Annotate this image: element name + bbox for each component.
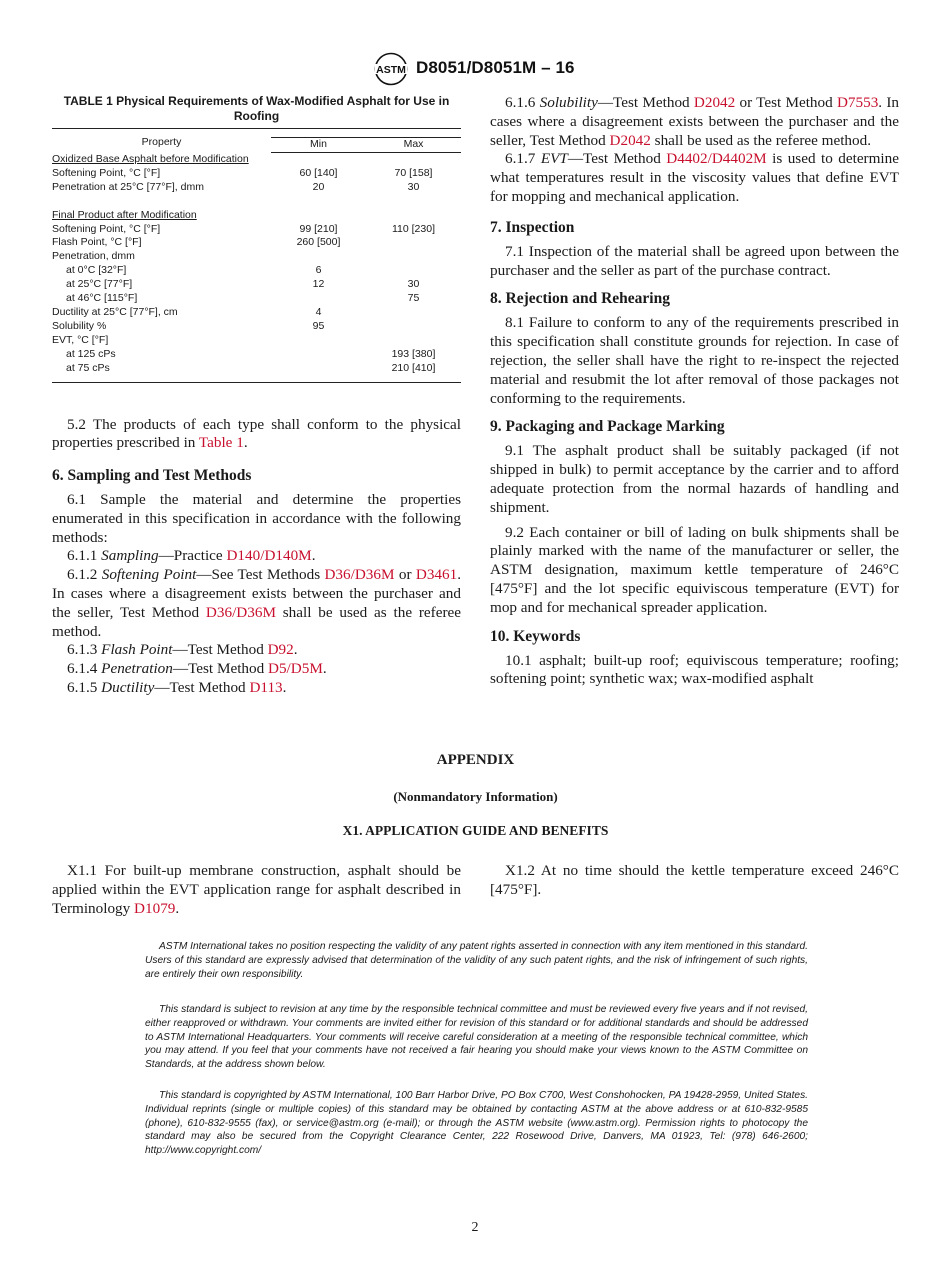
table-cell-property: Flash Point, °C [°F] <box>52 236 142 249</box>
paragraph-x1-2: X1.2 At no time should the kettle temperature exceed 246°C [475°F]. <box>490 862 899 898</box>
table-cell-max: 110 [230] <box>391 222 435 235</box>
paragraph-6-1-5: 6.1.5 Ductility—Test Method D113. <box>67 679 287 697</box>
page-number: 2 <box>471 1220 479 1235</box>
appendix-subtitle: (Nonmandatory Information) <box>393 789 558 804</box>
table-row <box>52 223 461 237</box>
table-cell-min: 95 <box>312 319 325 332</box>
table-cell-property: Penetration, dmm <box>52 250 135 263</box>
table-cell-max <box>366 264 461 278</box>
copyright-notice: This standard is copyrighted by ASTM International, 100 Barr Harbor Drive, PO Box C700, West Conshohocken, PA 19428-2959, United States. Individual reprints (single or multiple copies) of this standard may be obtained by contacting ASTM at the above address or at 610-832-9585 (phone), 610-832-9555 (fax), or service@astm.org (e-mail); or through the ASTM website (www.astm.org). Permission rights to photocopy the standard may also be secured from the Copyright Clearance Center, 222 Rosewood Drive, Danvers, MA 01923, Tel: (978) 646-2600; http://www.copyright.com/ <box>145 1090 808 1157</box>
table-cell-property: at 25°C [77°F] <box>66 278 133 291</box>
d36-link[interactable]: D36/D36M <box>324 566 395 584</box>
revision-notice: This standard is subject to revision at any time by the responsible technical committee and must be reviewed every five years and if not revised, either reapproved or withdrawn. Your comments are invited either for revision of this standard or for additional standards and should be addressed to ASTM International Headquarters. Your comments will receive careful consideration at a meeting of the responsible technical committee, which you may attend. If you feel that your comments have not received a fair hearing you should make your views known to the ASTM Committee on Standards, at the address shown below. <box>145 1004 808 1071</box>
d2042-link[interactable]: D2042 <box>693 94 736 111</box>
requirements-table <box>52 128 461 383</box>
d92-link[interactable]: D92 <box>267 641 294 659</box>
paragraph-6-1-4: 6.1.4 Penetration—Test Method D5/D5M. <box>67 660 327 678</box>
d1079-link[interactable]: D1079 <box>134 899 176 917</box>
table-cell-max: 193 [380] <box>391 347 436 360</box>
paragraph-6-1-3: 6.1.3 Flash Point—Test Method D92. <box>67 641 298 659</box>
page-header <box>0 52 950 86</box>
paragraph-6-1-6: 6.1.6 Solubility—Test Method D2042 or Test Method D7553. In cases where a disagreement exists between the purchaser and the seller, Test Method D2042 shall be used as the referee method. <box>490 94 899 149</box>
table-cell-max: 210 [410] <box>391 361 436 374</box>
table-body-final <box>52 223 461 382</box>
table-title: TABLE 1 Physical Requirements of Wax-Modified Asphalt for Use in Roofing <box>63 94 450 123</box>
paragraph-9-2: 9.2 Each container or bill of lading on bulk shipments shall be plainly marked with the name of the manufacturer or seller, the ASTM designation, maximum kettle temperature of 246°C [475°F] and the lot specific equiviscous temperature (EVT) for mop and for mechanical spreader application. <box>490 523 899 616</box>
d3461-link[interactable]: D3461 <box>415 566 458 584</box>
section-heading-9: 9. Packaging and Package Marking <box>490 418 725 436</box>
section-5-2 <box>52 416 461 454</box>
table-row <box>52 362 461 382</box>
table-cell-max <box>366 320 461 334</box>
table-cell-min <box>271 334 366 348</box>
col-header-max: Max <box>366 138 461 153</box>
paragraph-6-1: 6.1 Sample the material and determine the properties enumerated in this specification in accordance with the following methods: <box>52 491 461 546</box>
table-cell-property: at 125 cPs <box>66 347 116 360</box>
table-cell-min: 99 [210] <box>299 222 338 235</box>
patent-notice: ASTM International takes no position respecting the validity of any patent rights asserted in connection with any item mentioned in this standard. Users of this standard are expressly advised that determination of the validity of any such patent rights, and the risk of infringement of such rights, are entirely their own responsibility. <box>145 941 808 980</box>
table-cell-max: 75 <box>407 292 420 305</box>
table-row <box>52 236 461 250</box>
table-cell-property: Softening Point, °C [°F] <box>52 222 161 235</box>
table-cell-max <box>366 236 461 250</box>
d4402-link[interactable]: D4402/D4402M <box>666 150 767 168</box>
table-cell-min: 20 <box>312 180 325 193</box>
paragraph-8-1: 8.1 Failure to conform to any of the requirements prescribed in this specification shall constitute grounds for rejection. In case of rejection, the seller shall have the right to re-inspect the rejected material and resubmit the lot after removal of those packages not conforming to the requirements. <box>490 314 899 407</box>
right-column <box>490 94 899 689</box>
table-cell-min: 60 [140] <box>299 166 338 179</box>
table-cell-max <box>366 306 461 320</box>
table-row <box>52 181 461 195</box>
table-cell-property: Solubility % <box>52 319 107 332</box>
appendix-heading: X1. APPLICATION GUIDE AND BENEFITS <box>342 823 609 838</box>
table-section-row <box>52 209 461 223</box>
table-section-label: Final Product after Modification <box>52 208 197 221</box>
table-row <box>52 278 461 292</box>
section-heading-6: 6. Sampling and Test Methods <box>52 467 252 485</box>
paragraph-6-1-7: 6.1.7 EVT—Test Method D4402/D4402M is used to determine what temperatures result in the viscosity values that define EVT for mopping and mechanical application. <box>490 150 899 205</box>
section-heading-7: 7. Inspection <box>490 218 575 236</box>
appendix-title: APPENDIX <box>436 752 515 768</box>
table-cell-max <box>366 334 461 348</box>
table-header-row <box>52 129 461 138</box>
table-cell-min: 4 <box>315 305 322 318</box>
table-cell-max: 30 <box>407 180 420 193</box>
table-cell-property: at 0°C [32°F] <box>66 264 127 277</box>
table-body-oxidized <box>52 167 461 195</box>
table-row <box>52 167 461 181</box>
paragraph-6-1-1: 6.1.1 Sampling—Practice D140/D140M. <box>67 547 316 565</box>
table-cell-property: Ductility at 25°C [77°F], cm <box>52 305 178 318</box>
paragraph-6-1-2: 6.1.2 Softening Point—See Test Methods D36/D36M or D3461. In cases where a disagreement exists between the purchaser and the seller, Test Method D36/D36M shall be used as the referee method. <box>52 566 461 640</box>
svg-text:ASTM: ASTM <box>376 64 406 76</box>
table-row <box>52 334 461 348</box>
table-cell-property: at 46°C [115°F] <box>66 292 138 305</box>
d2042-link[interactable]: D2042 <box>609 131 651 149</box>
paragraph-5-2: 5.2 The products of each type shall conform to the physical properties prescribed in Table 1. <box>52 415 461 452</box>
table-cell-min: 6 <box>315 264 322 277</box>
table-section-row <box>52 152 461 166</box>
d140-link[interactable]: D140/D140M <box>226 547 312 565</box>
table-section-label: Oxidized Base Asphalt before Modification <box>52 152 249 165</box>
d5-link[interactable]: D5/D5M <box>268 660 323 678</box>
astm-logo-icon <box>371 52 411 86</box>
left-column <box>52 94 461 698</box>
table-row <box>52 306 461 320</box>
table-cell-max <box>366 250 461 264</box>
table-cell-min: 12 <box>312 278 325 291</box>
table-cell-min <box>271 250 366 264</box>
table-row <box>52 320 461 334</box>
table-cell-property: Penetration at 25°C [77°F], dmm <box>52 180 204 193</box>
table-cell-property: EVT, °C [°F] <box>52 333 109 346</box>
paragraph-9-1: 9.1 The asphalt product shall be suitably packaged (if not shipped in bulk) to permit acceptance by the carrier and to afford adequate protection from the normal hazards of handling and shipment. <box>490 442 899 516</box>
paragraph-7-1: 7.1 Inspection of the material shall be agreed upon between the purchaser and the seller as part of the purchase contract. <box>490 242 899 279</box>
d113-link[interactable]: D113 <box>249 679 283 697</box>
d7553-link[interactable]: D7553 <box>836 94 879 111</box>
table-cell-max: 70 [158] <box>394 166 433 179</box>
table-cell-min <box>271 292 366 306</box>
table-cell-min <box>271 348 366 362</box>
section-heading-10: 10. Keywords <box>490 627 581 645</box>
section-heading-8: 8. Rejection and Rehearing <box>490 290 670 308</box>
col-header-property: Property <box>141 135 182 148</box>
table-row <box>52 292 461 306</box>
table-cell-property: at 75 cPs <box>66 361 110 374</box>
table-row <box>52 250 461 264</box>
appendix-right <box>490 862 899 900</box>
table-cell-min <box>271 362 366 382</box>
col-header-min: Min <box>271 138 366 153</box>
table-cell-min: 260 [500] <box>296 236 341 249</box>
table-cell-max: 30 <box>407 278 420 291</box>
d36-link[interactable]: D36/D36M <box>205 603 276 621</box>
document-designation: D8051/D8051M – 16 <box>416 58 575 77</box>
paragraph-x1-1: X1.1 For built-up membrane construction, asphalt should be applied within the EVT application range for asphalt described in Terminology D1079. <box>52 862 461 917</box>
appendix-left <box>52 862 461 918</box>
paragraph-10-1: 10.1 asphalt; built-up roof; equiviscous temperature; roofing; softening point; synthetic wax; wax-modified asphalt <box>490 651 899 688</box>
table-row <box>52 348 461 362</box>
table-row <box>52 264 461 278</box>
table-1-link[interactable]: Table 1 <box>198 434 244 452</box>
table-cell-property: Softening Point, °C [°F] <box>52 166 161 179</box>
